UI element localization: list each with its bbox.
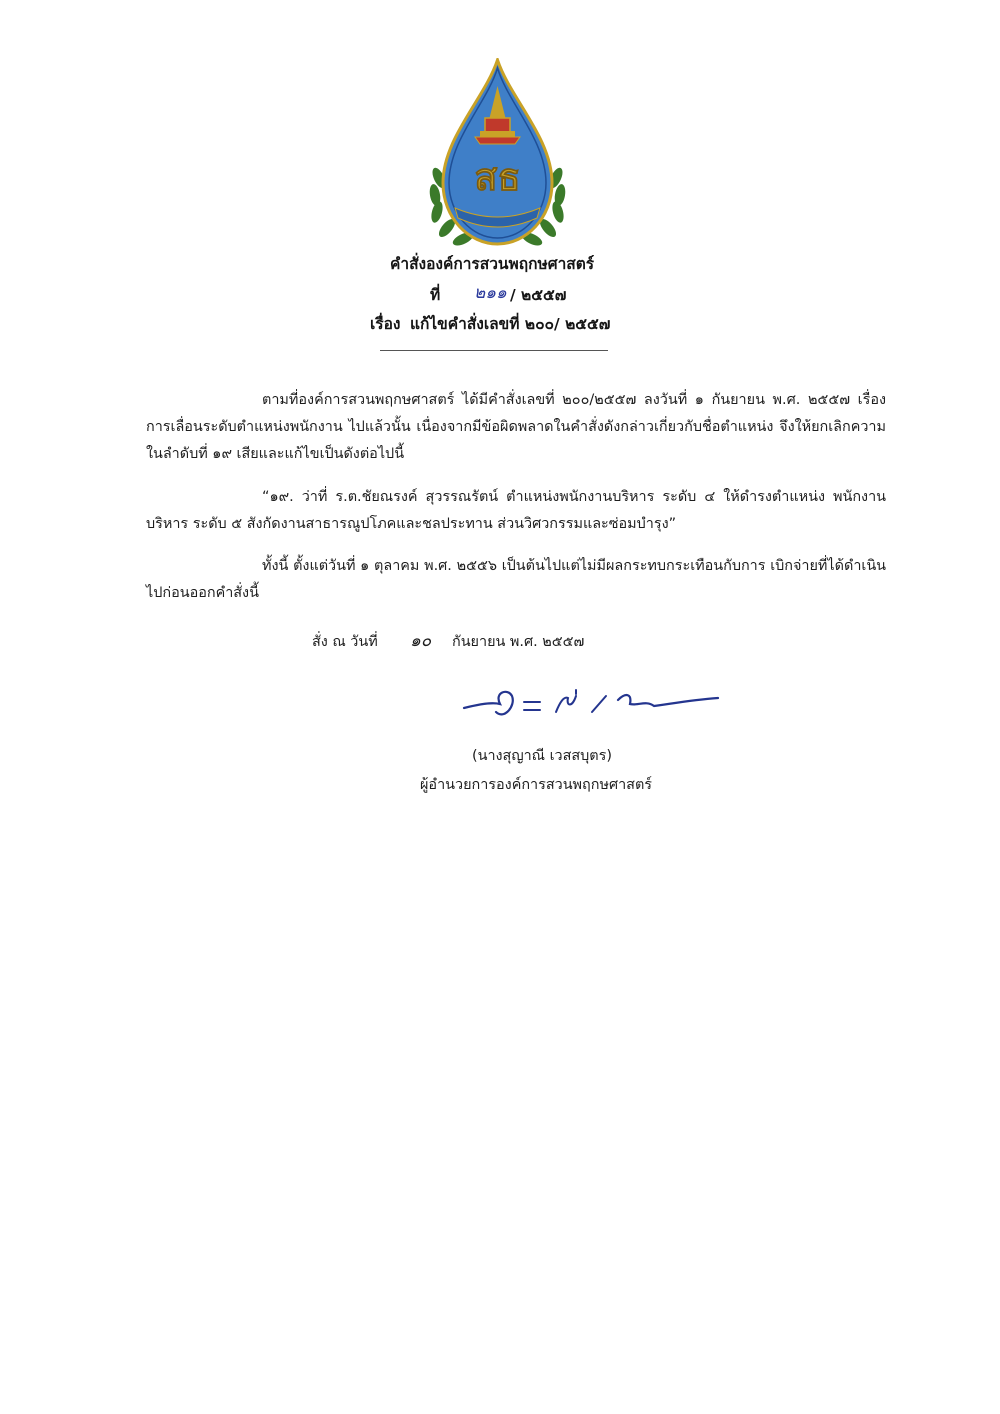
subject-text: แก้ไขคำสั่งเลขที่ ๒๐๐/ ๒๕๕๗ (410, 315, 611, 333)
signature-mark (460, 682, 730, 732)
emblem-monogram: สธ (474, 154, 521, 199)
emblem-graphic (425, 58, 570, 248)
body-paragraph-2: “๑๙. ว่าที่ ร.ต.ชัยณรงค์ สุวรรณรัตน์ ตำแหน่งพนักงานบริหาร ระดับ ๔ ให้ดำรงตำแหน่ง พนักงานบริหาร ระดับ ๕ สังกัดงานสาธารณูปโภคและชลประทาน ส่วนวิศวกรรมและซ่อมบำรุง” (146, 489, 886, 532)
signatory-title: ผู้อำนวยการองค์การสวนพฤกษศาสตร์ (420, 777, 653, 793)
order-date-prefix: สั่ง ณ วันที่ (312, 634, 378, 650)
order-title: คำสั่งองค์การสวนพฤกษศาสตร์ (390, 255, 595, 273)
organization-emblem (425, 58, 570, 248)
header-divider (380, 350, 608, 351)
body-paragraph-1: ตามที่องค์การสวนพฤกษศาสตร์ ได้มีคำสั่งเลขที่ ๒๐๐/๒๕๕๗ ลงวันที่ ๑ กันยายน พ.ศ. ๒๕๕๗ เรื่อง การเลื่อนระดับตำแหน่งพนักงาน ไปแล้วนั้น เนื่องจากมีข้อผิดพลาดในคำสั่งดังกล่าวเกี่ยวกับชื่อตำแหน่ง จึงให้ยกเลิกความในลำดับที่ ๑๙ เสียและแก้ไขเป็นดังต่อไปนี้ (146, 392, 886, 462)
order-date-month-year: กันยายน พ.ศ. ๒๕๕๗ (452, 634, 585, 650)
order-date-day-handwritten: ๑๐ (410, 631, 432, 651)
order-number-handwritten: ๒๑๑ (474, 283, 507, 303)
body-paragraph-3: ทั้งนี้ ตั้งแต่วันที่ ๑ ตุลาคม พ.ศ. ๒๕๕๖ เป็นต้นไปแต่ไม่มีผลกระทบกระเทือนกับการ เบิกจ่ายที่ได้ดำเนินไปก่อนออกคำสั่งนี้ (146, 558, 886, 601)
order-number-prefix: ที่ (430, 286, 441, 304)
signatory-name: (นางสุญาณี เวสสบุตร) (472, 748, 612, 764)
order-number-year: / ๒๕๕๗ (510, 286, 567, 304)
subject-label: เรื่อง (370, 315, 401, 333)
